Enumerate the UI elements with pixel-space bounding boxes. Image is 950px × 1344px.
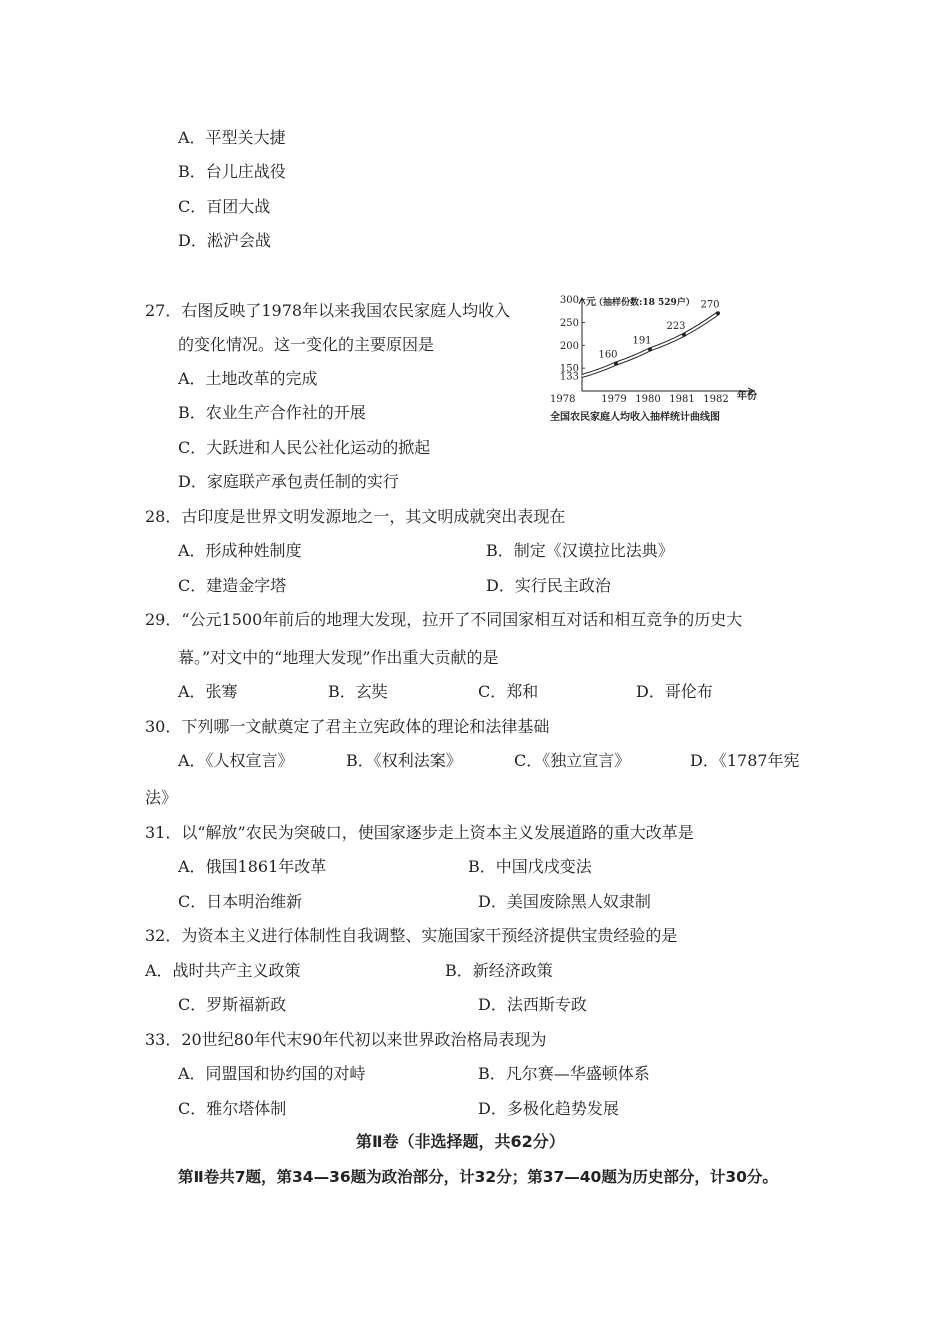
data-label: 223 [666, 320, 686, 332]
q30-option-c: C．《独立宣言》 [514, 751, 631, 770]
chart-xlabel: 年份 [737, 391, 757, 402]
q30-option-a: A．《人权宣言》 [178, 751, 294, 770]
y-tick-label: 150 [559, 363, 579, 375]
y-tick-label: 300 [559, 295, 579, 307]
x-tick-label: 1978 [550, 394, 576, 405]
q27-option-d: D．家庭联产承包责任制的实行 [178, 472, 399, 491]
data-label: 160 [598, 349, 618, 361]
q33-option-b: B．凡尔赛—华盛顿体系 [478, 1064, 650, 1083]
x-tick-label: 1980 [635, 394, 661, 405]
q26-option-b: B．台儿庄战役 [178, 162, 286, 181]
q33-option-d: D．多极化趋势发展 [478, 1099, 619, 1118]
q29-option-b: B．玄奘 [328, 682, 388, 701]
x-tick-label: 1982 [703, 394, 729, 405]
q29-option-c: C．郑和 [478, 682, 539, 701]
q30-option-d: D．《1787年宪 [690, 751, 800, 770]
q29-stem-line2: 幕。”对文中的“地理大发现”作出重大贡献的是 [178, 648, 499, 667]
q27-option-c: C．大跃进和人民公社化运动的掀起 [178, 438, 431, 457]
q33-option-c: C．雅尔塔体制 [178, 1099, 287, 1118]
section2-heading: 第Ⅱ卷（非选择题，共62分） [356, 1132, 565, 1151]
x-tick-label: 1979 [601, 394, 627, 405]
q32-stem: 32．为资本主义进行体制性自我调整、实施国家干预经济提供宝贵经验的是 [145, 926, 678, 945]
chart-title: 全国农民家庭人均收入抽样统计曲线图 [550, 412, 720, 423]
q32-option-a: A．战时共产主义政策 [145, 961, 301, 980]
q28-stem: 28．古印度是世界文明发源地之一，其文明成就突出表现在 [145, 507, 566, 526]
data-point [648, 347, 652, 351]
chart-ylabel: 元 [586, 297, 596, 308]
income-line-chart [548, 293, 780, 433]
q32-option-d: D．法西斯专政 [478, 995, 587, 1014]
q27-option-a: A．土地改革的完成 [178, 369, 318, 388]
q31-stem: 31．以“解放”农民为突破口，使国家逐步走上资本主义发展道路的重大改革是 [145, 823, 694, 842]
q27-stem-line1: 27．右图反映了1978年以来我国农民家庭人均收入 [145, 301, 511, 320]
data-point [716, 311, 720, 315]
q30-stem: 30．下列哪一文献奠定了君主立宪政体的理论和法律基础 [145, 717, 550, 736]
q28-option-b: B．制定《汉谟拉比法典》 [486, 541, 674, 560]
q26-option-c: C．百团大战 [178, 197, 271, 216]
q29-stem-line1: 29．“公元1500年前后的地理大发现，拉开了不同国家相互对话和相互竞争的历史大 [145, 610, 743, 629]
q30-option-d-wrap: 法》 [145, 788, 178, 807]
y-tick-label: 133 [559, 371, 579, 383]
q28-option-a: A．形成种姓制度 [178, 541, 302, 560]
data-label: 191 [632, 335, 652, 347]
q28-option-c: C．建造金字塔 [178, 576, 287, 595]
q28-option-d: D．实行民主政治 [486, 576, 611, 595]
q27-stem-line2: 的变化情况。这一变化的主要原因是 [178, 335, 435, 354]
q31-option-a: A．俄国1861年改革 [178, 857, 327, 876]
q26-option-d: D．淞沪会战 [178, 231, 271, 250]
q32-option-b: B．新经济政策 [445, 961, 553, 980]
q31-option-d: D．美国废除黑人奴隶制 [478, 892, 651, 911]
q33-option-a: A．同盟国和协约国的对峙 [178, 1064, 366, 1083]
q30-option-b: B．《权利法案》 [346, 751, 462, 770]
q31-option-b: B．中国戊戌变法 [468, 857, 592, 876]
data-label: 270 [700, 299, 720, 311]
q29-option-a: A．张骞 [178, 682, 238, 701]
x-tick-label: 1981 [669, 394, 695, 405]
data-point [682, 333, 686, 337]
chart-subtitle: （抽样份数:18 529户） [594, 298, 695, 308]
q33-stem: 33．20世纪80年代末90年代初以来世界政治格局表现为 [145, 1030, 547, 1049]
y-tick-label: 250 [559, 317, 579, 329]
q29-option-d: D．哥伦布 [636, 682, 713, 701]
q32-option-c: C．罗斯福新政 [178, 995, 287, 1014]
section2-note: 第Ⅱ卷共7题，第34—36题为政治部分，计32分；第37—40题为历史部分，计30分。 [178, 1168, 778, 1186]
q27-option-b: B．农业生产合作社的开展 [178, 403, 366, 422]
y-tick-label: 200 [559, 340, 579, 352]
data-point [614, 362, 618, 366]
q31-option-c: C．日本明治维新 [178, 892, 303, 911]
q26-option-a: A．平型关大捷 [178, 128, 286, 147]
